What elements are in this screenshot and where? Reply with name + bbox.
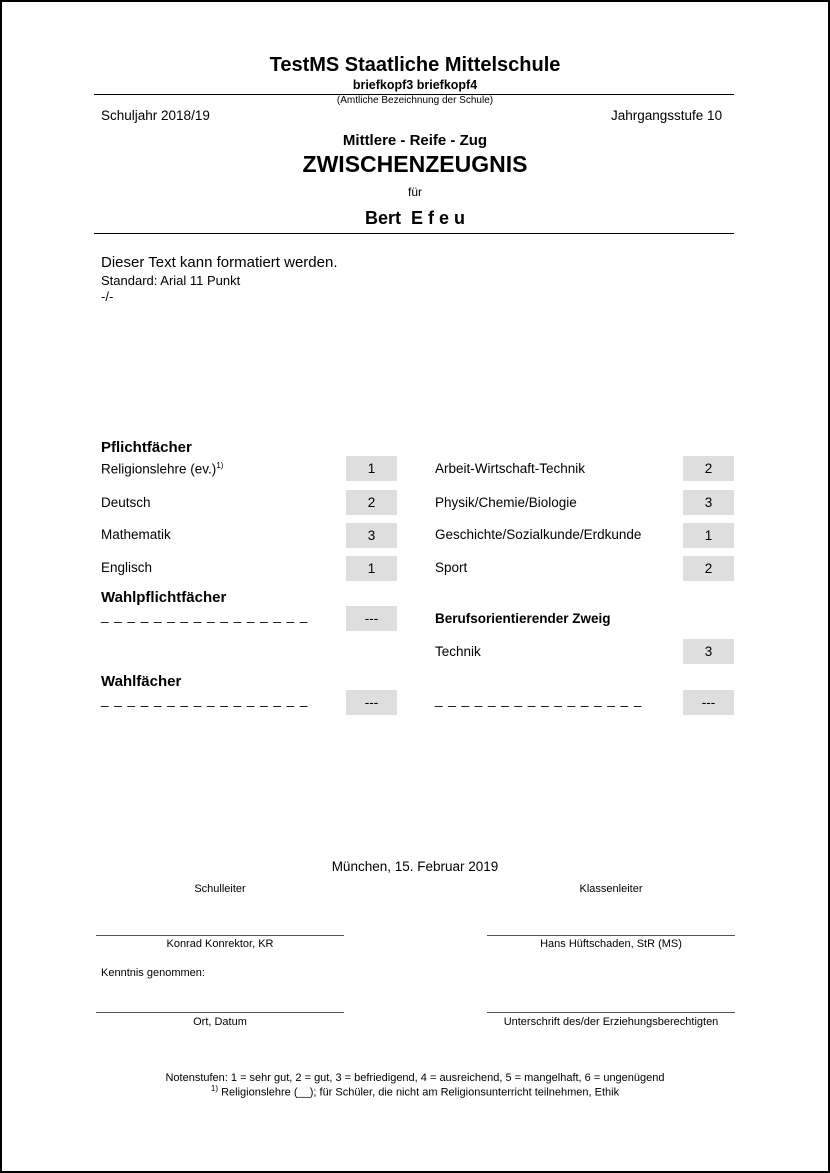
- document-title: ZWISCHENZEUGNIS: [302, 151, 528, 177]
- footnote-text: Religionslehre (__); für Schüler, die nicht am Religionsunterricht teilnehmen, Ethik: [218, 1086, 620, 1099]
- grade-box: 2: [683, 556, 734, 581]
- subject-name: Mathematik: [101, 527, 171, 542]
- place-date: München, 15. Februar 2019: [331, 859, 499, 874]
- grade-scale: Notenstufen: 1 = sehr gut, 2 = gut, 3 = befriedigend, 4 = ausreichend, 5 = mangelhaft, 6 = ungenügend: [165, 1072, 665, 1084]
- school-official-label: (Amtliche Bezeichnung der Schule): [336, 95, 494, 106]
- remark-line-2: Standard: Arial 11 Punkt: [101, 273, 241, 288]
- teacher-signature-line: [487, 935, 735, 936]
- acknowledged-label: Kenntnis genommen:: [101, 967, 205, 979]
- footnote: [2, 1084, 828, 1099]
- grade-box: 3: [683, 490, 734, 515]
- subject-name: Physik/Chemie/Biologie: [435, 495, 577, 510]
- principal-role: Schulleiter: [194, 883, 246, 895]
- principal-signature-line: [96, 935, 344, 936]
- grade-box: ---: [346, 690, 397, 715]
- school-year: Schuljahr 2018/19: [101, 108, 210, 123]
- place-date-label: Ort, Datum: [193, 1016, 247, 1028]
- track-label: Mittlere - Reife - Zug: [342, 132, 488, 149]
- school-name: TestMS Staatliche Mittelschule: [269, 54, 561, 76]
- section-title-pflichtfaecher: Pflichtfächer: [101, 439, 192, 456]
- guardian-signature-line: [487, 1012, 735, 1013]
- principal-name: Konrad Konrektor, KR: [166, 938, 274, 950]
- grade-level: Jahrgangsstufe 10: [611, 108, 723, 123]
- subject-name: Arbeit-Wirtschaft-Technik: [435, 461, 586, 476]
- grade-box: ---: [346, 606, 397, 631]
- teacher-name: Hans Hüftschaden, StR (MS): [540, 938, 682, 950]
- grade-box: 3: [683, 639, 734, 664]
- section-title-wahlpflichtfaecher: Wahlpflichtfächer: [101, 589, 227, 606]
- grade-box: 2: [346, 490, 397, 515]
- grade-box: 1: [346, 556, 397, 581]
- remark-line-3: -/-: [101, 289, 114, 304]
- student-name: Bert E f e u: [364, 208, 466, 228]
- title-divider: [94, 233, 734, 234]
- subject-name: Technik: [435, 644, 481, 659]
- branch-title: Berufsorientierender Zweig: [435, 611, 611, 626]
- guardian-signature-label: Unterschrift des/der Erziehungsberechtigten: [503, 1016, 719, 1028]
- place-date-line: [96, 1012, 344, 1013]
- grade-box: 1: [346, 456, 397, 481]
- remark-line-1: Dieser Text kann formatiert werden.: [101, 254, 338, 271]
- subject-name: Geschichte/Sozialkunde/Erdkunde: [435, 527, 642, 542]
- empty-subject-placeholder: _ _ _ _ _ _ _ _ _ _ _ _ _ _ _ _: [101, 608, 309, 623]
- empty-subject-placeholder: _ _ _ _ _ _ _ _ _ _ _ _ _ _ _ _: [101, 692, 309, 707]
- grade-box: ---: [683, 690, 734, 715]
- teacher-role: Klassenleiter: [579, 883, 643, 895]
- subject-name: Deutsch: [101, 495, 151, 510]
- subject-name: Sport: [435, 560, 468, 575]
- footnote-marker: 1): [216, 461, 224, 470]
- school-subheading: briefkopf3 briefkopf4: [352, 78, 478, 92]
- grade-box: 3: [346, 523, 397, 548]
- subject-label: Religionslehre (ev.): [101, 461, 217, 477]
- for-label: für: [407, 185, 422, 199]
- footnote-marker: 1): [210, 1084, 219, 1093]
- grade-box: 1: [683, 523, 734, 548]
- grade-box: 2: [683, 456, 734, 481]
- subject-name: Englisch: [101, 560, 153, 575]
- subject-name: [101, 461, 223, 477]
- section-title-wahlfaecher: Wahlfächer: [101, 673, 182, 690]
- empty-subject-placeholder: _ _ _ _ _ _ _ _ _ _ _ _ _ _ _ _: [435, 692, 643, 707]
